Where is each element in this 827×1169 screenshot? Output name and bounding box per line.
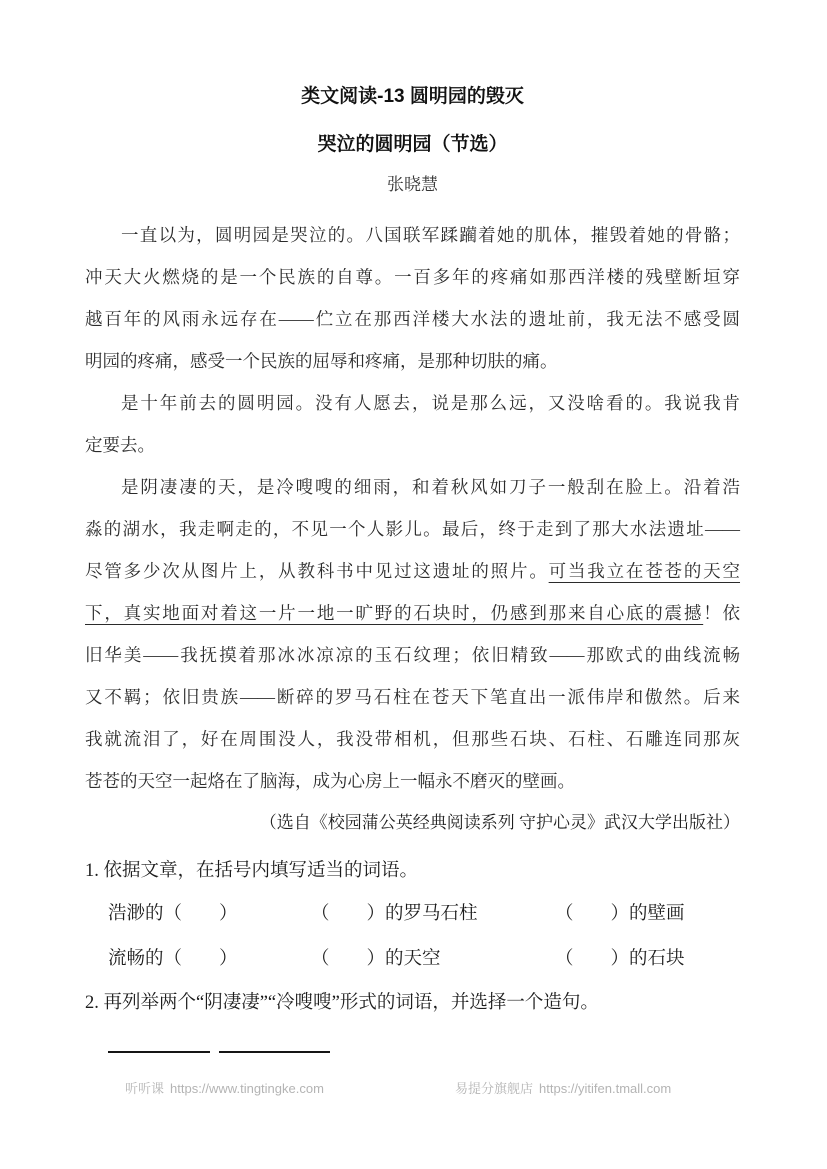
passage-text: ！依 — [703, 603, 741, 623]
fill-in-row — [85, 937, 740, 982]
fill-in-item: （ ）的罗马石柱 — [311, 904, 478, 924]
page-title: 类文阅读-13 圆明园的毁灭 — [301, 86, 524, 107]
footer-left-url: https://www.tingtingke.com — [170, 1081, 324, 1096]
footer-left — [125, 1080, 324, 1098]
passage-line: 旧华美——我抚摸着那冰冰凉凉的玉石纹理；依旧精致——那欧式的曲线流畅 — [85, 645, 740, 665]
footer-right — [455, 1080, 671, 1098]
fill-in-item: （ ）的石块 — [555, 949, 685, 969]
passage-line: 定要去。 — [85, 435, 155, 455]
answer-blank-line — [108, 1051, 210, 1053]
passage-line: 我就流泪了，好在周围没人，我没带相机，但那些石块、石柱、石雕连同那灰 — [85, 729, 740, 749]
passage-line: 是阴凄凄的天，是冷嗖嗖的细雨，和着秋风如刀子一般刮在脸上。沿着浩 — [121, 477, 740, 497]
passage-line: 一直以为，圆明园是哭泣的。八国联军蹂躏着她的肌体，摧毁着她的骨骼； — [121, 225, 740, 245]
passage-title: 哭泣的圆明园（节选） — [317, 134, 508, 155]
passage-line: 是十年前去的圆明园。没有人愿去，说是那么远，又没啥看的。我说我肯 — [121, 393, 740, 413]
passage-line: 淼的湖水，我走啊走的，不见一个人影儿。最后，终于走到了那大水法遗址—— — [85, 519, 740, 539]
question-2-label: 2. 再列举两个“阴凄凄”“冷嗖嗖”形式的词语，并选择一个造句。 — [85, 993, 599, 1013]
passage-text: 尽管多少次从图片上，从教科书中见过这遗址的照片。 — [85, 561, 549, 581]
passage-line: 又不羁；依旧贵族——断碎的罗马石柱在苍天下笔直出一派伟岸和傲然。后来 — [85, 687, 740, 707]
passage-line: 冲天大火燃烧的是一个民族的自尊。一百多年的疼痛如那西洋楼的残壁断垣穿 — [85, 267, 740, 287]
fill-in-item: 流畅的（ ） — [108, 949, 238, 969]
underlined-passage-text: 下，真实地面对着这一片一地一旷野的石块时，仍感到那来自心底的震撼 — [85, 603, 704, 623]
underlined-passage-text: 可当我立在苍苍的天空 — [548, 561, 741, 581]
passage-body — [85, 214, 740, 802]
fill-in-item: 浩渺的（ ） — [108, 904, 238, 924]
answer-blanks — [85, 1051, 740, 1054]
footer-right-site-name: 易提分旗舰店 — [455, 1081, 534, 1096]
source-attribution: （选自《校园蒲公英经典阅读系列 守护心灵》武汉大学出版社） — [259, 813, 740, 832]
passage-line — [85, 592, 740, 634]
passage-line: 苍苍的天空一起烙在了脑海，成为心房上一幅永不磨灭的壁画。 — [85, 771, 575, 791]
fill-in-item: （ ）的壁画 — [555, 904, 685, 924]
fill-in-row — [85, 892, 740, 937]
passage-line — [85, 550, 740, 592]
passage-line: 越百年的风雨永远存在——伫立在那西洋楼大水法的遗址前，我无法不感受圆 — [85, 309, 740, 329]
footer-left-site-name: 听听课 — [125, 1081, 165, 1096]
answer-blank-line — [219, 1051, 330, 1053]
question-1-label: 1. 依据文章，在括号内填写适当的词语。 — [85, 861, 419, 881]
passage-line: 明园的疼痛，感受一个民族的屈辱和疼痛，是那种切肤的痛。 — [85, 351, 558, 371]
fill-in-item: （ ）的天空 — [311, 949, 441, 969]
author-name: 张晓慧 — [387, 175, 438, 194]
footer-right-url: https://yitifen.tmall.com — [539, 1081, 672, 1096]
